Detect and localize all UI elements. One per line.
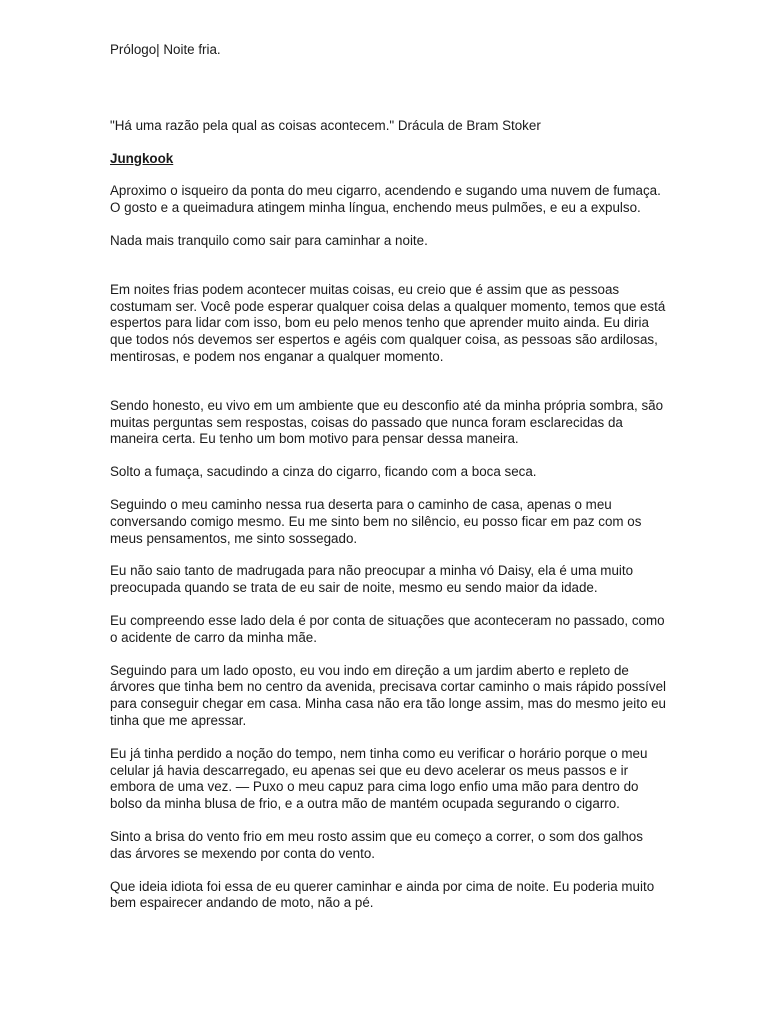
narrator-heading: Jungkook — [110, 150, 174, 166]
paragraph: Nada mais tranquilo como sair para caminhar a noite. — [110, 232, 428, 248]
paragraph: Eu não saio tanto de madrugada para não preocupar a minha vó Daisy, ela é uma muito preocupada quando se trata de eu sair de noite, mesmo eu sendo maior da idade. — [110, 563, 634, 596]
paragraph: Sendo honesto, eu vivo em um ambiente que eu desconfio até da minha própria sombra, são muitas perguntas sem respostas, coisas do passado que nunca foram esclarecidas da maneira certa. Eu tenho um bom motivo para pensar dessa maneira. — [110, 397, 664, 447]
chapter-title: Prólogo| Noite fria. — [110, 42, 221, 57]
paragraph: Seguindo para um lado oposto, eu vou indo em direção a um jardim aberto e repleto de árvores que tinha bem no centro da avenida, precisava cortar caminho o mais rápido possível para conseguir chegar em casa. Minha casa não era tão longe assim, mas do mesmo jeito eu tinha que me apressar. — [110, 662, 667, 728]
paragraph: Seguindo o meu caminho nessa rua deserta para o caminho de casa, apenas o meu conversando comigo mesmo. Eu me sinto bem no silêncio, eu posso ficar em paz com os meus pensamentos, me sinto sossegado. — [110, 496, 642, 546]
epigraph-quote: "Há uma razão pela qual as coisas acontecem." Drácula de Bram Stoker — [110, 117, 541, 133]
paragraph: Solto a fumaça, sacudindo a cinza do cigarro, ficando com a boca seca. — [110, 464, 537, 480]
paragraph: Aproximo o isqueiro da ponta do meu cigarro, acendendo e sugando uma nuvem de fumaça. O gosto e a queimadura atingem minha língua, enchendo meus pulmões, e eu a expulso. — [110, 183, 661, 216]
paragraph: Eu já tinha perdido a noção do tempo, nem tinha como eu verificar o horário porque o meu celular já havia descarregado, eu apenas sei que eu devo acelerar os meus passos e ir embora de uma vez. — Puxo o meu capuz para cima logo enfio uma mão para dentro do bolso da minha blusa de frio, e a outra mão de mantém ocupada segurando o cigarro. — [110, 745, 648, 812]
paragraph: Eu compreendo esse lado dela é por conta de situações que aconteceram no passado, como o acidente de carro da minha mãe. — [110, 612, 665, 645]
paragraph: Sinto a brisa do vento frio em meu rosto assim que eu começo a correr, o som dos galhos das árvores se mexendo por conta do vento. — [110, 828, 643, 861]
paragraph: Que ideia idiota foi essa de eu querer caminhar e ainda por cima de noite. Eu poderia muito bem espairecer andando de moto, não a pé. — [110, 878, 655, 911]
paragraph: Em noites frias podem acontecer muitas coisas, eu creio que é assim que as pessoas costumam ser. Você pode esperar qualquer coisa delas a qualquer momento, temos que está espertos para lidar com isso, bom eu pelo menos tenho que aprender muito ainda. Eu diria que todos nós devemos ser espertos e agéis com qualquer coisa, as pessoas são ardilosas, mentirosas, e podem nos enganar a qualquer momento. — [110, 281, 666, 364]
